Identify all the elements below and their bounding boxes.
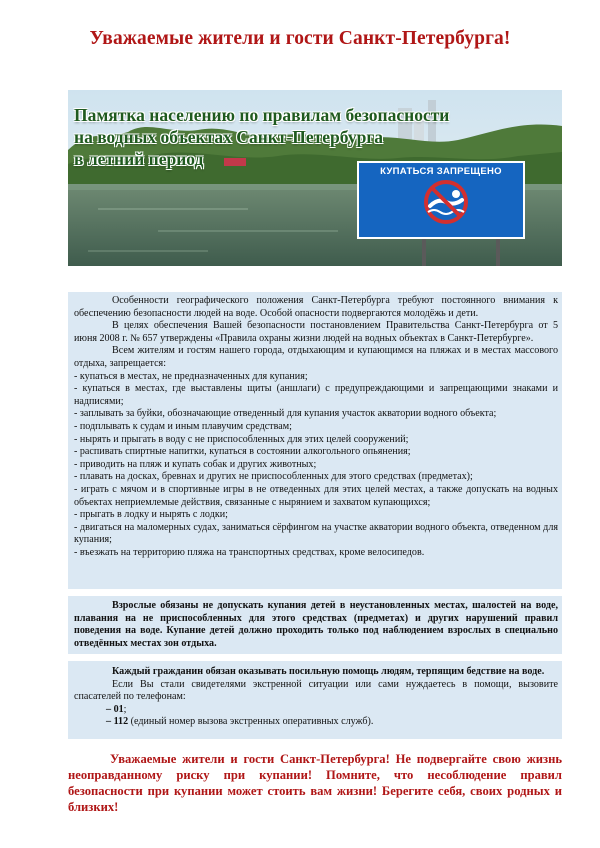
- banner-heading-line: в летний период: [74, 149, 204, 169]
- prohibition-item: - распивать спиртные напитки, купаться в состоянии алкогольного опьянения;: [74, 446, 411, 458]
- phone-line: [74, 716, 558, 729]
- sign-caption: КУПАТЬСЯ ЗАПРЕЩЕНО: [380, 166, 502, 177]
- final-appeal-text: Уважаемые жители и гости Санкт-Петербурга! Не подвергайте свою жизнь неоправданному риску при купании! Помните, что несоблюдение правил безопасности при купании может стоить вам жизни! Берегите себя, своих родных и близких!: [68, 752, 562, 814]
- phone-number: – 112: [106, 716, 129, 728]
- prohibition-item: - купаться в местах, не предназначенных для купания;: [74, 370, 308, 382]
- rules-box: [68, 292, 562, 589]
- intro-paragraph: Особенности географического положения Санкт-Петербурга требуют постоянного внимания к обеспечению безопасности людей на воде. Особой опасности подвергаются молодёжь и дети.: [74, 295, 558, 319]
- banner-heading: [74, 104, 449, 170]
- banner-heading-line: Памятка населению по правилам безопасности: [74, 105, 450, 125]
- prohibition-item: - подплывать к судам и иным плавучим средствам;: [74, 420, 292, 432]
- prohibition-item: - въезжать на территорию пляжа на транспортных средствах, кроме велосипедов.: [74, 546, 425, 558]
- prohibition-item: - двигаться на маломерных судах, заниматься сёрфингом на участке акватории водного объекта, отведенном для купания;: [74, 521, 558, 546]
- adults-notice-box: [68, 596, 562, 654]
- prohibition-item: - играть с мячом и в спортивные игры в не отведенных для этих целей местах, а также допускать на водных объектах неприемлемые действия, связанные с нырянием и захватом купающихся;: [74, 483, 558, 508]
- witness-paragraph: Если Вы стали свидетелями экстренной ситуации или сами нуждаетесь в помощи, вызовите спасателей по телефонам:: [74, 678, 558, 703]
- phone-description: (единый номер вызова экстренных оперативных служб).: [128, 716, 374, 728]
- intro-paragraph: В целях обеспечения Вашей безопасности постановлением Правительства Санкт-Петербурга от 5 июня 2008 г. № 657 утверждены «Правила охраны жизни людей на водных объектах в Санкт-Петербурге».: [74, 320, 558, 344]
- prohibition-item: - прыгать в лодку и нырять с лодки;: [74, 509, 228, 521]
- prohibition-item: - нырять и прыгать в воду с не приспособленных для этих целей сооружений;: [74, 433, 409, 445]
- banner-photo: [68, 90, 562, 266]
- prohibition-item: - заплывать за буйки, обозначающие отведенный для купания участок акватории водного объекта;: [74, 408, 497, 420]
- phone-suffix: ;: [123, 703, 127, 715]
- phone-number: – 01: [106, 703, 124, 715]
- page-title: Уважаемые жители и гости Санкт-Петербурга!: [89, 28, 511, 49]
- prohibition-item: - плавать на досках, бревнах и других не приспособленных для этого средствах (предметах);: [74, 471, 473, 483]
- duty-paragraph: Каждый гражданин обязан оказывать посильную помощь людям, терпящим бедствие на воде.: [112, 666, 545, 677]
- help-box: [68, 661, 562, 739]
- banner-heading-line: на водных объектах Санкт-Петербурга: [74, 127, 384, 147]
- final-appeal: [68, 751, 562, 815]
- prohibition-item: - купаться в местах, где выставлены щиты (аншлаги) с предупреждающими и запрещающими знаками и надписями;: [74, 383, 558, 407]
- intro-paragraph: Всем жителям и гостям нашего города, отдыхающим и купающимся на пляжах и в местах массового отдыха, запрещается:: [74, 345, 558, 369]
- prohibition-item: - приводить на пляж и купать собак и других животных;: [74, 458, 317, 470]
- adults-notice: Взрослые обязаны не допускать купания детей в неустановленных местах, шалостей на воде, плавания на не приспособленных для этого средствах (предметах) и других нарушений правил поведения на воде. Купание детей должно проходить только под наблюдением взрослых в специально отведённых местах зон отдыха.: [74, 600, 558, 649]
- phone-line: [74, 704, 558, 717]
